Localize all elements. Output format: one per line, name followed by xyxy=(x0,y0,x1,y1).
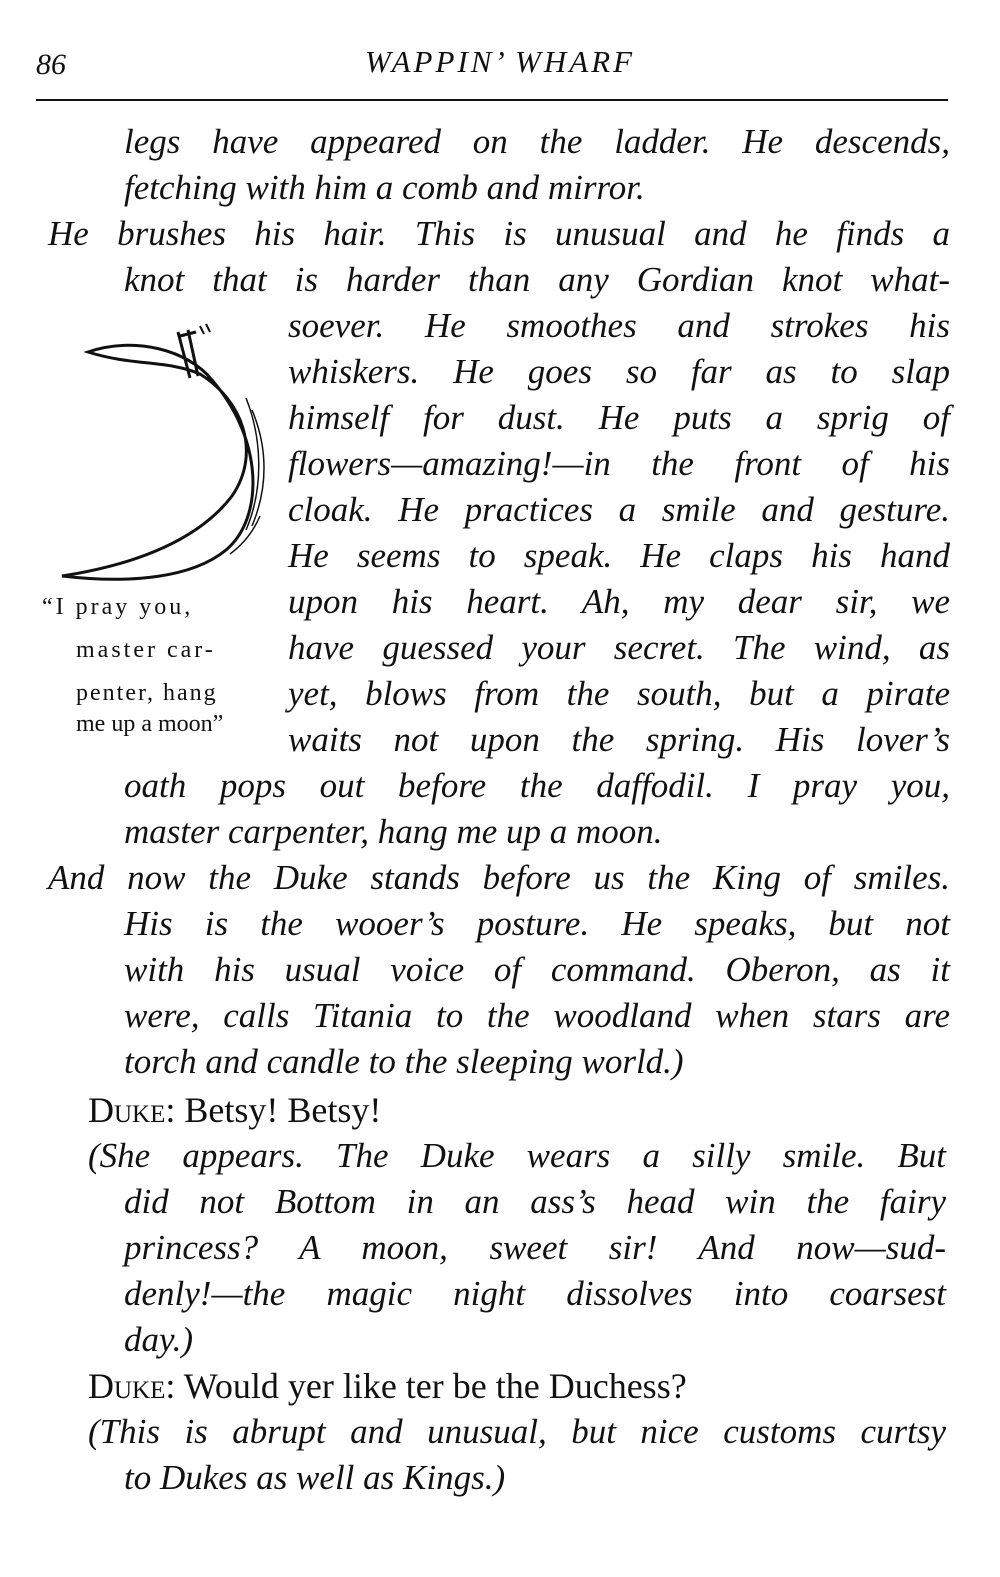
speaker-name: Duke xyxy=(88,1366,166,1406)
illustration-caption-line: “I pray you, xyxy=(42,594,194,620)
stage-direction-line: princess? A moon, sweet sir! And now—sud- xyxy=(124,1228,946,1267)
text-line: waits not upon the spring. His lover’s xyxy=(288,720,950,759)
text-line: with his usual voice of command. Oberon, as it xyxy=(124,950,950,989)
text-line: oath pops out before the daffodil. I pray you, xyxy=(124,766,950,805)
text-line: were, calls Titania to the woodland when stars are xyxy=(124,996,950,1035)
illustration-caption-line: master car- xyxy=(76,637,216,663)
illustration-caption-line: penter, hang xyxy=(76,680,218,706)
text-line: He brushes his hair. This is unusual and he finds a xyxy=(48,214,950,253)
text-line: have guessed your secret. The wind, as xyxy=(288,628,950,667)
text-line: knot that is harder than any Gordian knot what- xyxy=(124,260,950,299)
text-line: upon his heart. Ah, my dear sir, we xyxy=(288,582,950,621)
running-header xyxy=(0,0,1000,110)
dialogue-text: Would yer like ter be the Duchess? xyxy=(183,1366,687,1406)
text-line: torch and candle to the sleeping world.) xyxy=(124,1042,684,1081)
illustration-caption-line: me up a moon” xyxy=(76,711,224,737)
text-line: fetching with him a comb and mirror. xyxy=(124,168,645,207)
dialogue-text: Betsy! Betsy! xyxy=(184,1090,382,1130)
running-title: WAPPIN’ WHARF xyxy=(364,44,636,79)
text-line: whiskers. He goes so far as to slap xyxy=(288,352,950,391)
dialogue-line: Duke: Betsy! Betsy! xyxy=(88,1090,382,1130)
stage-direction-line: to Dukes as well as Kings.) xyxy=(124,1458,506,1497)
text-line: master carpenter, hang me up a moon. xyxy=(124,812,663,851)
text-line: himself for dust. He puts a sprig of xyxy=(288,398,950,437)
text-line: legs have appeared on the ladder. He descends, xyxy=(124,122,950,161)
text-line: yet, blows from the south, but a pirate xyxy=(288,674,950,713)
header-rule xyxy=(36,99,948,101)
page-number: 86 xyxy=(36,48,66,81)
text-line: soever. He smoothes and strokes his xyxy=(288,306,950,345)
text-line: And now the Duke stands before us the King of smiles. xyxy=(48,858,950,897)
dialogue-line: Duke: Would yer like ter be the Duchess? xyxy=(88,1366,687,1406)
crescent-moon-illustration xyxy=(40,318,280,593)
speaker-name: Duke xyxy=(88,1090,166,1130)
text-line: cloak. He practices a smile and gesture. xyxy=(288,490,950,529)
stage-direction-line: did not Bottom in an ass’s head win the fairy xyxy=(124,1182,946,1221)
stage-direction-line: day.) xyxy=(124,1320,194,1359)
text-line: He seems to speak. He claps his hand xyxy=(288,536,950,575)
text-line: flowers—amazing!—in the front of his xyxy=(288,444,950,483)
stage-direction-line: denly!—the magic night dissolves into coarsest xyxy=(124,1274,946,1313)
text-line: His is the wooer’s posture. He speaks, but not xyxy=(124,904,950,943)
stage-direction-line: (She appears. The Duke wears a silly smile. But xyxy=(88,1136,946,1175)
stage-direction-line: (This is abrupt and unusual, but nice customs curtsy xyxy=(88,1412,946,1451)
